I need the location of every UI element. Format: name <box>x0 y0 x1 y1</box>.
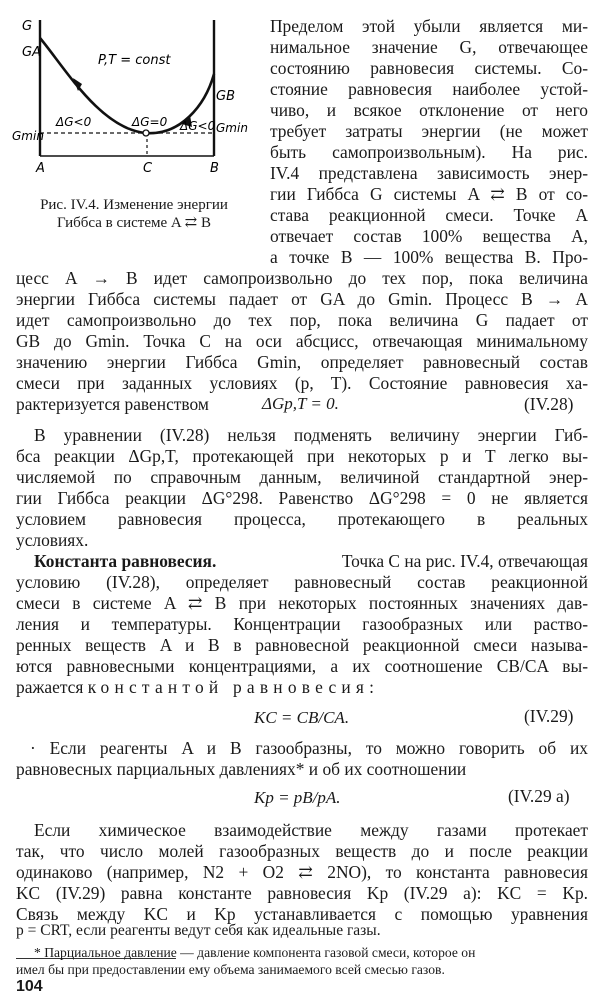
text-line: так, что число молей газообразных веществ до и после реакции <box>16 841 588 861</box>
equation-number-iv29a: (IV.29 a) <box>508 786 570 806</box>
label-ga: GA <box>22 45 41 60</box>
label-gmin-left: Gmin <box>12 129 44 143</box>
text-line: смеси в системе A ⇄ B при некоторых постоянных значениях дав- <box>16 593 588 613</box>
text-line: рактеризуется равенством <box>16 394 209 414</box>
text-line: гии Гиббса реакции ΔG°298. Равенство ΔG°298 = 0 не является <box>16 488 588 508</box>
text-line <box>16 677 379 697</box>
text-line: p = CRT, если реагенты ведут себя как идеальные газы. <box>16 922 381 939</box>
text-line: ются равновесными концентрациями, а их соотношение CB/CA вы- <box>16 656 588 676</box>
equation-number-iv29: (IV.29) <box>524 706 574 726</box>
text-line: одинаково (например, N2 + O2 ⇄ 2NO), то константа равновесия <box>16 862 588 882</box>
text-line: условиях. <box>16 530 89 550</box>
text-line: Пределом этой убыли является ми- <box>270 16 588 36</box>
text-line: Связь между KC и Kp устанавливается с помощью уравнения <box>16 904 588 924</box>
text-line: цесс A → B идет самопроизвольно до тех пор, пока величина <box>16 268 588 288</box>
text-line: нимальное значение G, отвечающее <box>270 37 588 57</box>
label-c: C <box>143 161 153 176</box>
text-line: ренных веществ A и B в равновесной реакционной смеси называ- <box>16 635 588 655</box>
text-line: IV.4 представлена зависимость энер- <box>270 163 588 183</box>
equation-iv29: KC = CB/CA. <box>254 708 350 727</box>
text-line: значению энергии Гиббса Gmin, определяет равновесный состав <box>16 352 588 372</box>
footnote-line: имел бы при предоставлении ему объема занимаемого всей смесью газов. <box>16 962 445 977</box>
text-line: чиво, и всякое отклонение от него <box>270 100 588 120</box>
text-line: смеси при заданных условиях (p, T). Состояние равновесия ха- <box>16 373 588 393</box>
text-line: энергии Гиббса системы падает от GA до Gmin. Процесс B → A <box>16 289 588 309</box>
text-line: става реакционной смеси. Точке A <box>270 205 588 225</box>
text-line: бса реакции ΔGp,T, протекающей при некоторых p и T легко вы- <box>16 446 588 466</box>
equation-number-iv28: (IV.28) <box>524 394 574 414</box>
text-line <box>34 551 588 571</box>
label-b: B <box>210 161 219 176</box>
conditions-label: P,T = const <box>98 53 171 68</box>
text-line: условием равновесия процесса, протекающего в реальных <box>16 509 588 529</box>
figure-caption-line-1: Рис. IV.4. Изменение энергии <box>40 197 228 213</box>
dg-left-label: ΔG<0 <box>56 115 92 129</box>
text-line: быть самопроизвольным). На рис. <box>270 142 588 162</box>
text-line: условию (IV.28), определяет равновесный состав реакционной <box>16 572 588 592</box>
label-gmin-right: Gmin <box>216 121 248 135</box>
section-heading: Константа равновесия. <box>34 551 217 571</box>
text-line: Если химическое взаимодействие между газами протекает <box>34 820 588 840</box>
text-span: ражается <box>16 677 88 697</box>
spaced-term: константой равновесия: <box>87 677 380 697</box>
text-line: идет самопроизвольно до тех пор, пока величина G падает от <box>16 310 588 330</box>
text-line: KC (IV.29) равна константе равновесия Kp (IV.29 a): KC = Kp. <box>16 883 588 903</box>
label-gb: GB <box>216 89 235 104</box>
text-line: стояние равновесия наиболее устой- <box>270 79 588 99</box>
text-line: равновесных парциальных давлениях* и об их соотношении <box>16 759 467 779</box>
label-a: A <box>36 161 45 176</box>
text-span: Точка C на рис. IV.4, отвечающая <box>337 551 588 571</box>
text-line: GB до Gmin. Точка C на оси абсцисс, отвечающая минимальному <box>16 331 588 351</box>
text-line: отвечает состав 100% вещества A, <box>270 226 588 246</box>
dg-mid-label: ΔG=0 <box>132 115 168 129</box>
equation-iv29a: Kp = pB/pA. <box>254 788 341 807</box>
footnote-line: * Парциальное давление — давление компонента газовой смеси, которое он <box>34 945 476 960</box>
text-line: гии Гиббса G системы A ⇄ B от со- <box>270 184 588 204</box>
figure-caption-line-2: Гиббса в системе A ⇄ B <box>56 215 211 231</box>
label-g: G <box>22 19 33 34</box>
text-line: а точке B — 100% вещества B. Про- <box>270 247 588 267</box>
equilibrium-point <box>143 130 149 136</box>
text-line: требует затраты энергии (не может <box>270 121 588 141</box>
text-line: В уравнении (IV.28) нельзя подменять величину энергии Гиб- <box>34 425 588 445</box>
dg-right-label: ΔG<0 <box>180 119 216 133</box>
gibbs-energy-figure <box>12 6 252 186</box>
text-line: ления и температуры. Концентрации газообразных или раство- <box>16 614 588 634</box>
page-number: 104 <box>16 978 43 995</box>
text-line: состоянию равновесия системы. Со- <box>270 58 588 78</box>
text-line: · Если реагенты A и B газообразны, то можно говорить об их <box>30 738 588 758</box>
equation-iv28: ΔGp,T = 0. <box>262 394 339 413</box>
text-line: числяемой по справочным данным, величиной стандартной энер- <box>16 467 588 487</box>
